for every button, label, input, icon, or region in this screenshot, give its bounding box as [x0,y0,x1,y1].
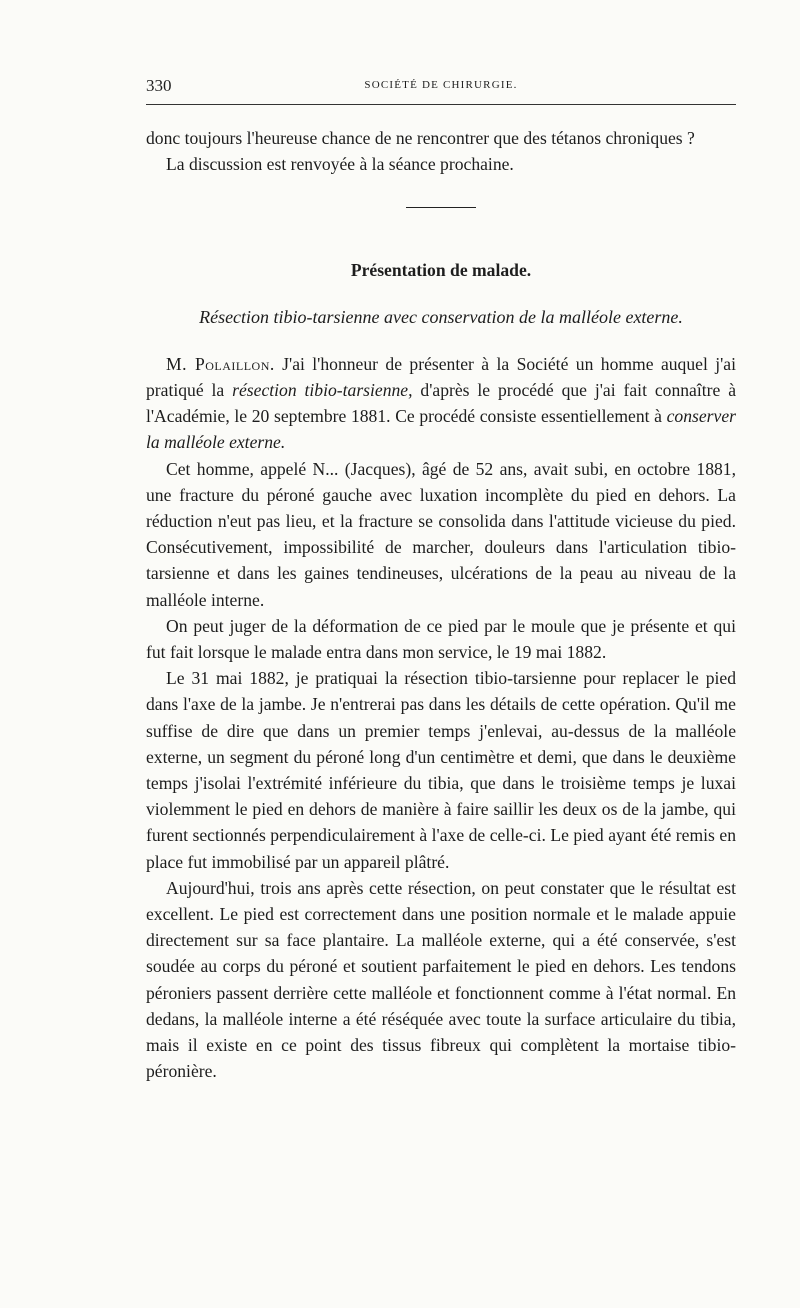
p1-emphasis-2: conserver la malléole externe. [146,406,736,453]
header-rule [146,104,736,105]
opening-text: donc toujours l'heureuse chance de ne rencontrer que des tétanos chroniques ? [146,128,695,148]
running-title: SOCIÉTÉ DE CHIRURGIE. [364,79,518,91]
paragraph-3: On peut juger de la déformation de ce pied par le moule que je présente et qui fut fait lorsque le malade entra dans mon service, le 19 mai 1882. [146,615,736,663]
p1-text-b: d'après le procédé que j'ai fait connaître à l'Académie, le 20 septembre 1881. Ce procédé consiste essentiellement à [146,380,737,427]
page-header [146,76,736,98]
page-number: 330 [146,76,172,95]
section-title: Présentation de malade. [350,260,532,281]
section-separator [406,207,476,208]
author-name: M. Polaillon. [166,353,275,374]
p1-emphasis-1: résection tibio-tarsienne, [232,380,413,401]
p1-text-a: J'ai l'honneur de présenter à la Société un homme auquel j'ai pratiqué la [146,353,736,401]
paragraph-4: Le 31 mai 1882, je pratiquai la résection tibio-tarsienne pour replacer le pied dans l'axe de la jambe. Je n'entrerai pas dans les détails de cette opération. Qu'il me suffise de dire que dans un premier temps j'enlevai, au-dessus de la malléole externe, un segment du péroné long d'un centimètre et demi, que dans le deuxième temps j'isolai l'extrémité inférieure du tibia, que dans le troisième temps je luxai violemment le pied en dehors de manière à faire saillir les deux os de la jambe, qui furent sectionnés perpendiculairement à l'axe de celle-ci. Le pied ayant été remis en place fut immobilisé par un appareil plâtré. [146,668,736,872]
page-body [146,125,736,1085]
paragraph-2: Cet homme, appelé N... (Jacques), âgé de 52 ans, avait subi, en octobre 1881, une fracture du péroné gauche avec luxation incomplète du pied en dehors. La réduction n'eut pas lieu, et la fracture se consolida dans l'attitude vicieuse du pied. Consécutivement, impossibilité de marcher, douleurs dans l'articulation tibio-tarsienne et dans les gaines tendineuses, ulcérations de la peau au niveau de la malléole interne. [146,458,736,610]
section-subtitle: Résection tibio-tarsienne avec conservation de la malléole externe. [199,306,683,327]
paragraph-1 [146,351,736,456]
paragraph-5: Aujourd'hui, trois ans après cette résection, on peut constater que le résultat est excellent. Le pied est correctement dans une position normale et le malade appuie directement sur sa face plantaire. La malléole externe, qui a été conservée, s'est soudée au corps du péroné et soutient parfaitement le pied en dehors. Les tendons péroniers passent derrière cette malléole et fonctionnent comme à l'état normal. En dedans, la malléole interne a été réséquée avec toute la surface articulaire du tibia, mais il existe en ce point des tissus fibreux qui complètent la mortaise tibio-péronière. [146,877,736,1082]
discussion-note: La discussion est renvoyée à la séance prochaine. [166,154,514,175]
